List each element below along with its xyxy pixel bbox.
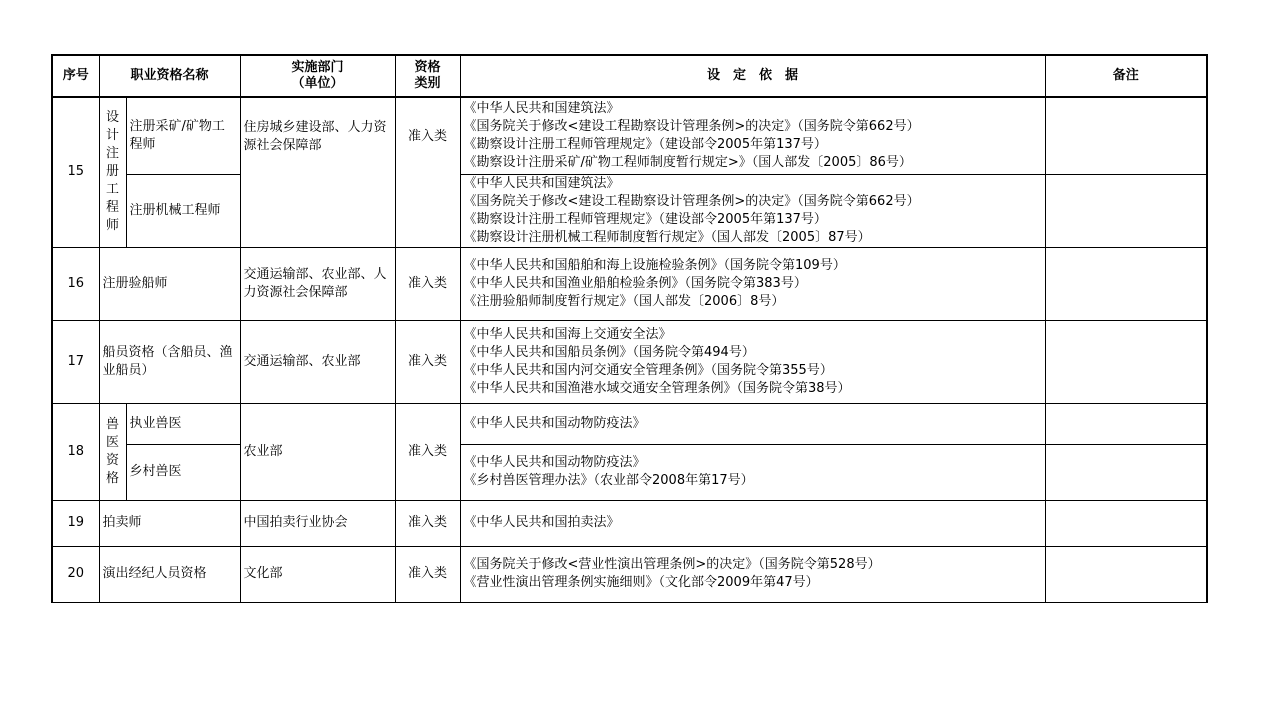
table-row-17 xyxy=(52,320,1207,403)
row-dept: 交通运输部、农业部、人力资源社会保障部 xyxy=(240,247,395,320)
row-note xyxy=(1045,403,1207,444)
basis-line: 《勘察设计注册采矿/矿物工程师制度暂行规定>》（国人部发〔2005〕86号） xyxy=(463,154,912,170)
row-type: 准入类 xyxy=(395,247,460,320)
row-basis xyxy=(460,546,1045,602)
basis-line: 《勘察设计注册机械工程师制度暂行规定》（国人部发〔2005〕87号） xyxy=(463,229,871,245)
row-number: 20 xyxy=(52,546,99,602)
row-name: 演出经纪人员资格 xyxy=(99,546,240,602)
row-subname: 乡村兽医 xyxy=(126,444,240,500)
basis-line: 《中华人民共和国拍卖法》 xyxy=(463,515,620,530)
header-note: 备注 xyxy=(1045,55,1207,97)
basis-line: 《中华人民共和国船舶和海上设施检验条例》（国务院令第109号） xyxy=(463,257,846,273)
row-number: 17 xyxy=(52,320,99,403)
row-dept: 农业部 xyxy=(240,403,395,500)
header-basis: 设 定 依 据 xyxy=(460,55,1045,97)
basis-line: 《中华人民共和国动物防疫法》 xyxy=(463,455,646,470)
basis-line: 《中华人民共和国渔业船舶检验条例》（国务院令第383号） xyxy=(463,275,807,291)
row-number: 18 xyxy=(52,403,99,500)
table-row-15a xyxy=(52,97,1207,174)
row-note xyxy=(1045,546,1207,602)
basis-line: 《中华人民共和国建筑法》 xyxy=(463,175,620,191)
table-row-20 xyxy=(52,546,1207,602)
row-subname: 执业兽医 xyxy=(126,403,240,444)
basis-line: 《勘察设计注册工程师管理规定》（建设部令2005年第137号） xyxy=(463,211,827,227)
basis-line: 《营业性演出管理条例实施细则》（文化部令2009年第47号） xyxy=(463,575,819,590)
basis-line: 《国务院关于修改<建设工程勘察设计管理条例>的决定》（国务院令第662号） xyxy=(463,193,920,209)
basis-line: 《注册验船师制度暂行规定》（国人部发〔2006〕8号） xyxy=(463,293,785,309)
header-type-line2: 类别 xyxy=(414,76,441,91)
header-no: 序号 xyxy=(52,55,99,97)
row-number: 16 xyxy=(52,247,99,320)
header-type-line1: 资格 xyxy=(414,60,441,75)
table-row-16 xyxy=(52,247,1207,320)
row-group-name: 兽医资格 xyxy=(99,403,126,500)
row-group-name: 设计注册工程师 xyxy=(99,97,126,247)
row-basis xyxy=(460,320,1045,403)
row-basis xyxy=(460,500,1045,546)
row-type: 准入类 xyxy=(395,546,460,602)
header-name: 职业资格名称 xyxy=(99,55,240,97)
header-type xyxy=(395,55,460,97)
row-type: 准入类 xyxy=(395,97,460,247)
table-row-19 xyxy=(52,500,1207,546)
row-note xyxy=(1045,444,1207,500)
basis-line: 《中华人民共和国内河交通安全管理条例》（国务院令第355号） xyxy=(463,362,833,378)
basis-line: 《乡村兽医管理办法》（农业部令2008年第17号） xyxy=(463,473,754,488)
row-note xyxy=(1045,320,1207,403)
row-subname: 注册采矿/矿物工程师 xyxy=(126,97,240,174)
basis-line: 《中华人民共和国动物防疫法》 xyxy=(463,415,646,431)
row-name: 注册验船师 xyxy=(99,247,240,320)
row-name: 拍卖师 xyxy=(99,500,240,546)
row-note xyxy=(1045,174,1207,247)
row-type: 准入类 xyxy=(395,320,460,403)
row-basis xyxy=(460,97,1045,174)
qualification-table xyxy=(51,54,1208,603)
header-row xyxy=(52,55,1207,97)
basis-line: 《国务院关于修改<营业性演出管理条例>的决定》（国务院令第528号） xyxy=(463,557,881,572)
row-type: 准入类 xyxy=(395,500,460,546)
header-dept-line2: （单位） xyxy=(291,76,344,91)
row-note xyxy=(1045,247,1207,320)
row-type: 准入类 xyxy=(395,403,460,500)
header-dept xyxy=(240,55,395,97)
row-dept: 中国拍卖行业协会 xyxy=(240,500,395,546)
row-note xyxy=(1045,97,1207,174)
header-dept-line1: 实施部门 xyxy=(291,60,344,75)
row-note xyxy=(1045,500,1207,546)
row-dept: 住房城乡建设部、人力资源社会保障部 xyxy=(240,97,395,247)
row-basis xyxy=(460,174,1045,247)
row-dept: 交通运输部、农业部 xyxy=(240,320,395,403)
table-row-18a xyxy=(52,403,1207,444)
table-row-18b xyxy=(52,444,1207,500)
row-basis xyxy=(460,247,1045,320)
row-number: 19 xyxy=(52,500,99,546)
basis-line: 《勘察设计注册工程师管理规定》（建设部令2005年第137号） xyxy=(463,136,827,152)
basis-line: 《中华人民共和国船员条例》（国务院令第494号） xyxy=(463,344,755,360)
basis-line: 《中华人民共和国建筑法》 xyxy=(463,100,620,116)
row-number: 15 xyxy=(52,97,99,247)
basis-line: 《中华人民共和国海上交通安全法》 xyxy=(463,326,672,342)
row-basis xyxy=(460,444,1045,500)
row-basis xyxy=(460,403,1045,444)
table-row-15b xyxy=(52,174,1207,247)
basis-line: 《国务院关于修改<建设工程勘察设计管理条例>的决定》（国务院令第662号） xyxy=(463,118,920,134)
row-dept: 文化部 xyxy=(240,546,395,602)
row-name: 船员资格（含船员、渔业船员） xyxy=(99,320,240,403)
basis-line: 《中华人民共和国渔港水域交通安全管理条例》（国务院令第38号） xyxy=(463,380,851,396)
row-subname: 注册机械工程师 xyxy=(126,174,240,247)
